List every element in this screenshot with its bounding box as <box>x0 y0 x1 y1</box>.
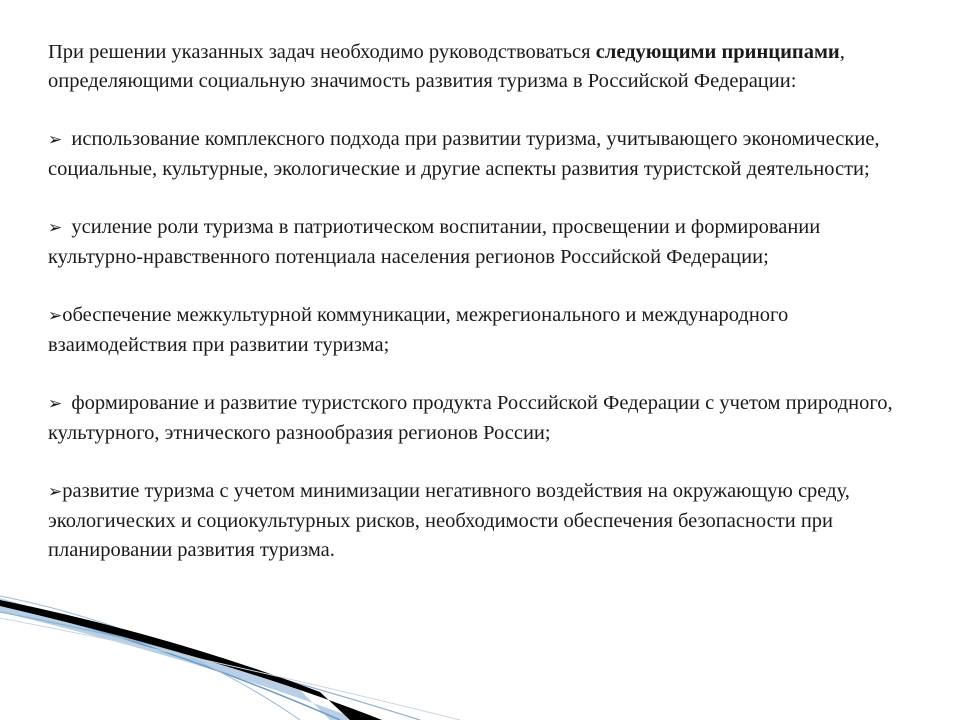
intro-text-before: При решении указанных задач необходимо руководствоваться <box>48 41 596 63</box>
arrow-bullet-icon: ➢ <box>48 130 63 150</box>
bullet-item-2 <box>48 213 918 272</box>
bullet-item-3 <box>48 301 918 360</box>
intro-paragraph <box>48 38 918 96</box>
bullet-text-3: обеспечение межкультурной коммуникации, межрегионального и международного взаимодействия при развитии туризма; <box>48 304 789 356</box>
bullet-item-5 <box>48 477 918 565</box>
bullet-item-4 <box>48 389 918 448</box>
bullet-text-4: формирование и развитие туристского продукта Российской Федерации с учетом природного, культурного, этнического разнообразия регионов России; <box>48 392 893 444</box>
intro-bold-phrase: следующими принципами <box>595 41 840 63</box>
arrow-bullet-icon: ➢ <box>48 482 63 502</box>
bullet-text-1: использование комплексного подхода при развитии туризма, учитывающего экономические, социальные, культурные, экологические и другие аспекты развития туристской деятельности; <box>48 128 880 180</box>
bullet-item-1 <box>48 125 918 184</box>
intro-text-after: , определяющими социальную значимость развития туризма в Российской Федерации: <box>48 41 845 92</box>
text-content <box>48 38 918 565</box>
arrow-bullet-icon: ➢ <box>48 218 63 238</box>
bullet-text-5: развитие туризма с учетом минимизации негативного воздействия на окружающую среду, экологических и социокультурных рисков, необходимости обеспечения безопасности при планировании развития туризма. <box>48 480 850 561</box>
arrow-bullet-icon: ➢ <box>48 306 63 326</box>
bullet-text-2: усиление роли туризма в патриотическом воспитании, просвещении и формировании культурно-нравственного потенциала населения регионов Российской Федерации; <box>48 216 821 268</box>
arrow-bullet-icon: ➢ <box>48 394 63 414</box>
